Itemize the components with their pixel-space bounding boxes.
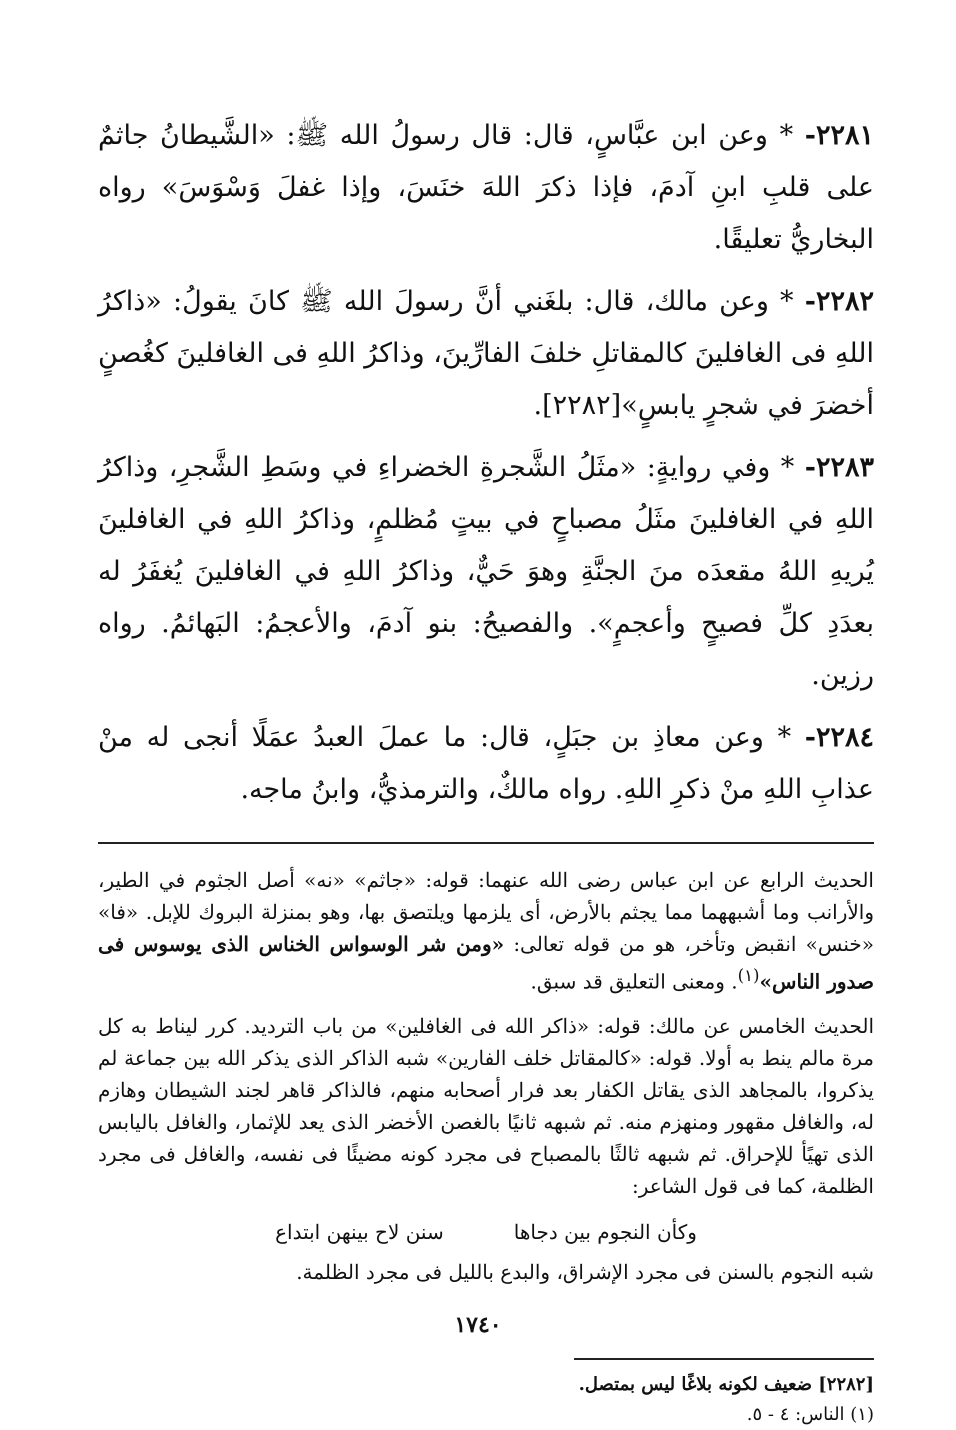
section-divider — [98, 842, 874, 844]
commentary-text: الحديث الخامس عن مالك: قوله: «ذاكر الله فى الغافلين» من باب الترديد. كرر ليناط به كل مرة مالم ينط به أولا. قوله: «كالمقاتل خلف الفارين» شبه الذاكر الذى يذكر الله بين جماعة لم يذكروا، بالمجاهد الذى يقاتل الكفار بعد فرار أصحابه منهم، فالذاكر قاهر لجند الشيطان وهازم له، والغافل مقهور ومنهزم منه. ثم شبهه ثانيًا بالغصن الأخضر الذى يعد للإثمار، والغافل باليابس الذى تهيًأ للإحراق. ثم شبهه ثالثًا بالمصباح فى مجرد كونه مضيئًا فى نفسه، والغافل فى مجرد الظلمة، كما فى قول الشاعر: — [98, 1013, 874, 1198]
footnote-grade-text: [٢٢٨٢] ضعيف لكونه بلاغًا ليس بمتصل. — [578, 1373, 874, 1395]
commentary-text: الحديث الرابع عن ابن عباس رضى الله عنهما: قوله: «جاثم» «نه» أصل الجثوم في الطير، والأرانب وما أشبههما مما يجثم بالأرض، أى يلزمها ويلتصق بها، وهو بمنزلة البروك للإبل. «فا» «خنس» انقبض وتأخر، هو من قوله تعالى: — [98, 868, 875, 956]
hadith-2283 — [98, 442, 874, 702]
hadith-number: ٢٢٨٢- — [804, 286, 874, 317]
footnotes — [98, 1370, 874, 1430]
hadith-2281 — [98, 110, 874, 266]
hadith-number: ٢٢٨٤- — [804, 722, 874, 753]
hadith-number: ٢٢٨١- — [804, 120, 874, 151]
footnote-ref: (١) الناس: ٤ - ٥. — [746, 1403, 874, 1425]
commentary-section — [98, 864, 874, 1288]
quran-quote: «ومن شر الوسواس الخناس الذى يوسوس فى صدور الناس» — [98, 932, 874, 994]
footnote-grade — [98, 1370, 874, 1400]
hadith-text: * وعن معاذِ بن جبَلٍ، قال: ما عملَ العبدُ عمَلًا أنجى له منْ عذابِ اللهِ منْ ذكرِ اللهِ. رواه مالكٌ، والترمذيُّ، وابنُ ماجه. — [98, 722, 874, 805]
commentary-tail: . ومعنى التعليق قد سبق. — [530, 969, 738, 994]
verse-explanation: شبه النجوم بالسنن فى مجرد الإشراق، والبدع بالليل فى مجرد الظلمة. — [296, 1259, 874, 1284]
commentary-paragraph — [98, 1010, 874, 1202]
hadith-section — [98, 110, 874, 816]
hadith-number: ٢٢٨٣- — [804, 452, 874, 483]
verse-first-hemistich: وكأن النجوم بين دجاها — [513, 1219, 697, 1244]
hadith-2282 — [98, 276, 874, 432]
poetry-verse — [98, 1214, 874, 1250]
commentary-paragraph — [98, 864, 874, 998]
footnote-marker: (١) — [737, 966, 760, 985]
hadith-2284 — [98, 712, 874, 816]
hadith-text: * وعن ابن عبَّاسٍ، قال: قال رسولُ الله ﷺ: «الشَّيطانُ جاثمٌ على قلبِ ابنِ آدمَ، فإذا ذكرَ اللهَ خنَسَ، وإذا غفلَ وَسْوَسَ» رواه البخاريُّ تعليقًا. — [98, 120, 874, 255]
hadith-text: * وفي روايةٍ: «مثَلُ الشَّجرةِ الخضراءِ في وسَطِ الشَّجرِ، وذاكرُ اللهِ في الغافلينَ مثَلُ مصباحٍ في بيتٍ مُظلمٍ، وذاكرُ اللهِ في الغافلينَ يُريهِ اللهُ مقعدَه منَ الجنَّةِ وهوَ حَيٌّ، وذاكرُ اللهِ في الغافلينَ يُغفَرُ له بعدَدِ كلِّ فصيحٍ وأعجمٍ». والفصيحُ: بنو آدمَ، والأعجمُ: البَهائمُ. رواه رزين. — [98, 452, 874, 691]
hadith-text: * وعن مالك، قال: بلغَني أنَّ رسولَ الله ﷺ كانَ يقولُ: «ذاكرُ اللهِ فى الغافلينَ كالمقاتلِ خلفَ الفارِّينَ، وذاكرُ اللهِ فى الغافلينَ كغُصنٍ أخضرَ في شجرٍ يابسٍ»[٢٢٨٢]. — [98, 286, 874, 421]
verse-second-hemistich: سنن لاح بينهن ابتداع — [275, 1219, 444, 1244]
page-number: ١٧٤٠ — [454, 1312, 502, 1338]
footnote-divider — [574, 1358, 874, 1360]
